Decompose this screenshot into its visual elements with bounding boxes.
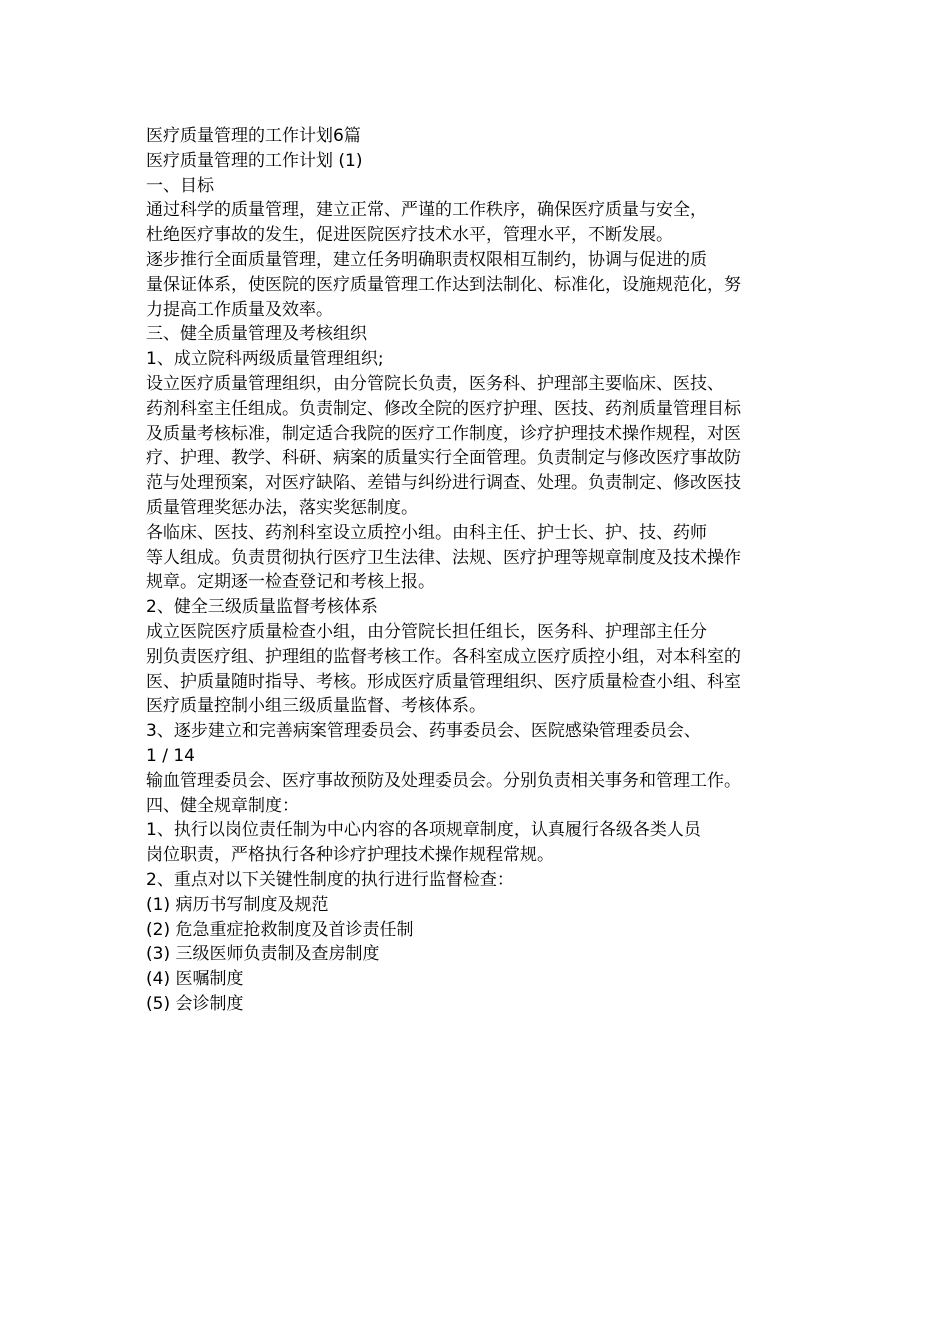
text-line: (1) 病历书写制度及规范 bbox=[146, 894, 329, 915]
text-line: 1、执行以岗位责任制为中心内容的各项规章制度，认真履行各级各类人员 bbox=[146, 820, 701, 841]
text-line: 设立医疗质量管理组织，由分管院长负责，医务科、护理部主要临床、医技、 bbox=[146, 373, 724, 394]
text-line: 1、成立院科两级质量管理组织; bbox=[146, 349, 384, 370]
text-line: 医、护质量随时指导、考核。形成医疗质量管理组织、医疗质量检查小组、科室 bbox=[146, 671, 741, 692]
text-line: 药剂科室主任组成。负责制定、修改全院的医疗护理、医技、药剂质量管理目标 bbox=[146, 398, 741, 419]
text-line: (4) 医嘱制度 bbox=[146, 969, 244, 990]
text-line: 四、健全规章制度： bbox=[146, 795, 299, 816]
text-line: 规章。定期逐一检查登记和考核上报。 bbox=[146, 572, 435, 593]
text-line: 成立医院医疗质量检查小组，由分管院长担任组长，医务科、护理部主任分 bbox=[146, 621, 707, 642]
text-line: 力提高工作质量及效率。 bbox=[146, 299, 333, 320]
text-line: 疗、护理、教学、科研、病案的质量实行全面管理。负责制定与修改医疗事故防 bbox=[146, 448, 741, 469]
text-line: 医疗质量管理的工作计划6篇 bbox=[146, 126, 361, 146]
text-line: (3) 三级医师负责制及查房制度 bbox=[146, 944, 380, 965]
text-line: 医疗质量控制小组三级质量监督、考核体系。 bbox=[146, 696, 486, 717]
text-line: 各临床、医技、药剂科室设立质控小组。由科主任、护士长、护、技、药师 bbox=[146, 522, 707, 543]
text-line: 三、健全质量管理及考核组织 bbox=[146, 324, 367, 345]
text-line: 3、逐步建立和完善病案管理委员会、药事委员会、医院感染管理委员会、 bbox=[146, 721, 701, 742]
text-line: 2、重点对以下关键性制度的执行进行监督检查： bbox=[146, 869, 514, 890]
text-line: 逐步推行全面质量管理，建立任务明确职责权限相互制约，协调与促进的质 bbox=[146, 249, 707, 270]
text-line: 医疗质量管理的工作计划 (1) bbox=[146, 150, 363, 171]
text-line: 输血管理委员会、医疗事故预防及处理委员会。分别负责相关事务和管理工作。 bbox=[146, 770, 741, 791]
text-line: 2、健全三级质量监督考核体系 bbox=[146, 597, 378, 618]
text-line: 杜绝医疗事故的发生，促进医院医疗技术水平，管理水平，不断发展。 bbox=[146, 225, 673, 246]
text-line: 别负责医疗组、护理组的监督考核工作。各科室成立医疗质控小组，对本科室的 bbox=[146, 646, 741, 667]
text-line: 范与处理预案，对医疗缺陷、差错与纠纷进行调查、处理。负责制定、修改医技 bbox=[146, 473, 741, 494]
text-line: (2) 危急重症抢救制度及首诊责任制 bbox=[146, 919, 414, 940]
text-line: 一、目标 bbox=[146, 175, 214, 196]
text-line: 岗位职责，严格执行各种诊疗护理技术操作规程常规。 bbox=[146, 845, 554, 866]
text-line: 量保证体系，使医院的医疗质量管理工作达到法制化、标准化，设施规范化，努 bbox=[146, 274, 741, 295]
text-line: 通过科学的质量管理，建立正常、严谨的工作秩序，确保医疗质量与安全， bbox=[146, 200, 707, 221]
text-line: (5) 会诊制度 bbox=[146, 993, 244, 1014]
document-body bbox=[146, 124, 816, 1017]
text-line: 及质量考核标准，制定适合我院的医疗工作制度，诊疗护理技术操作规程，对医 bbox=[146, 423, 741, 444]
text-line: 质量管理奖惩办法，落实奖惩制度。 bbox=[146, 497, 418, 518]
text-line: 等人组成。负责贯彻执行医疗卫生法律、法规、医疗护理等规章制度及技术操作 bbox=[146, 547, 741, 568]
text-line: 1 / 14 bbox=[146, 745, 195, 766]
